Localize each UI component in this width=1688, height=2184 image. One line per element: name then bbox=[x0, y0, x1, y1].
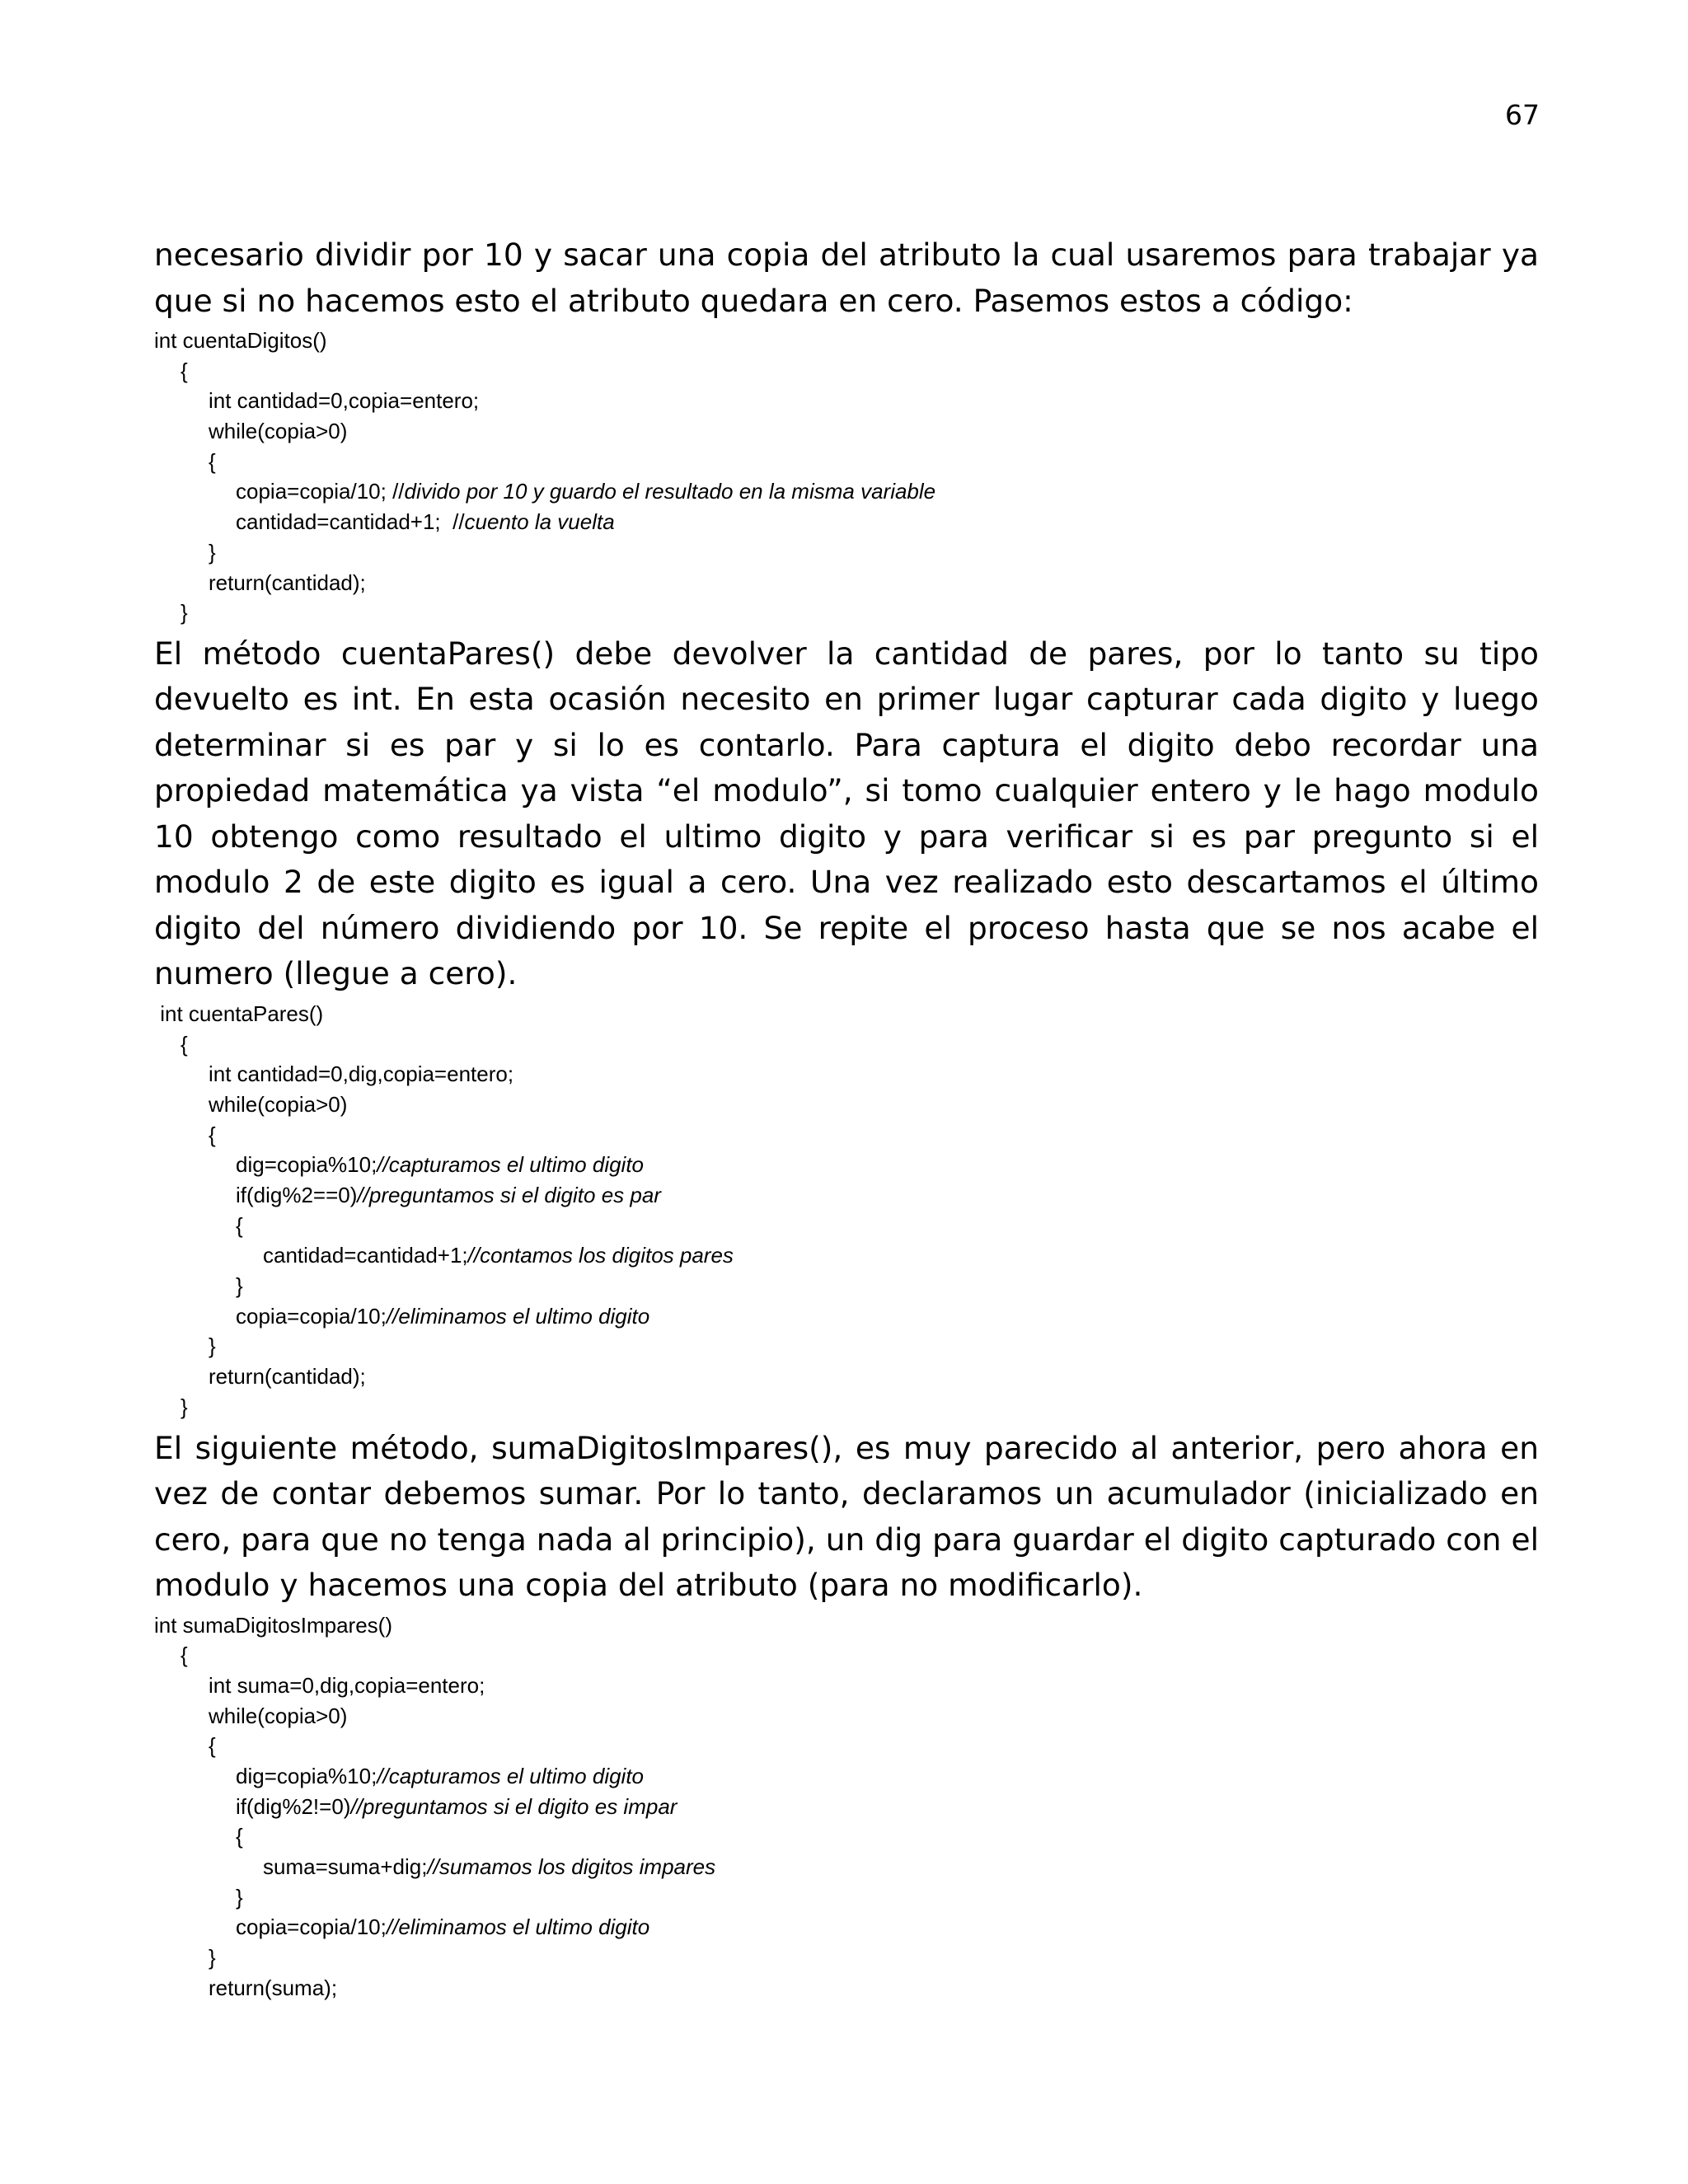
code-comment: //sumamos los digitos impares bbox=[427, 1854, 716, 1879]
code-block-cuenta-digitos bbox=[154, 326, 1539, 628]
code-comment: //eliminamos el ultimo digito bbox=[386, 1303, 650, 1329]
code-text: { bbox=[236, 1212, 243, 1238]
code-line bbox=[154, 1973, 1539, 2004]
code-text: } bbox=[236, 1884, 243, 1910]
code-line bbox=[154, 1090, 1539, 1120]
code-line bbox=[154, 1331, 1539, 1361]
code-text: while(copia>0) bbox=[209, 1091, 348, 1117]
code-comment: //capturamos el ultimo digito bbox=[377, 1152, 645, 1178]
code-text: { bbox=[209, 1122, 216, 1147]
code-line bbox=[154, 356, 1539, 387]
code-line bbox=[154, 1731, 1539, 1761]
code-line bbox=[154, 1271, 1539, 1301]
code-comment: divido por 10 y guardo el resultado en la misma variable bbox=[404, 479, 936, 504]
code-line bbox=[154, 1671, 1539, 1701]
code-text: { bbox=[209, 1733, 216, 1759]
code-line bbox=[154, 1610, 1539, 1641]
code-line bbox=[154, 537, 1539, 568]
code-text: { bbox=[181, 358, 188, 383]
paragraph-intro: necesario dividir por 10 y sacar una copia del atributo la cual usaremos para trabajar ya que si no hacemos esto el atributo quedara en cero. Pasemos estos a código: bbox=[154, 237, 1539, 319]
code-line bbox=[154, 1120, 1539, 1151]
code-line bbox=[154, 1180, 1539, 1211]
code-text: while(copia>0) bbox=[209, 1703, 348, 1728]
code-comment: //preguntamos si el digito es impar bbox=[350, 1793, 678, 1819]
code-comment: //eliminamos el ultimo digito bbox=[386, 1915, 650, 1940]
code-line bbox=[154, 1821, 1539, 1852]
paragraph-suma-impares: El siguiente método, sumaDigitosImpares(), es muy parecido al anterior, pero ahora en vez de contar debemos sumar. Por lo tanto, declaramos un acumulador (inicializado en cero, para que no tenga nada al principio), un dig para guardar el digito capturado con el modulo y hacemos una copia del atributo (para no modificarlo). bbox=[154, 1429, 1539, 1603]
code-text: int cantidad=0,copia=entero; bbox=[209, 388, 480, 414]
code-text: int suma=0,dig,copia=entero; bbox=[209, 1672, 485, 1698]
code-comment: //preguntamos si el digito es par bbox=[357, 1183, 661, 1207]
code-line bbox=[154, 507, 1539, 537]
code-line bbox=[154, 999, 1539, 1029]
code-text: int cuentaDigitos() bbox=[154, 328, 327, 353]
code-line bbox=[154, 1240, 1539, 1271]
code-text: copia=copia/10; bbox=[236, 1915, 387, 1940]
code-line bbox=[154, 447, 1539, 477]
code-text: cantidad=cantidad+1; bbox=[263, 1243, 468, 1268]
code-line bbox=[154, 1912, 1539, 1943]
code-text: } bbox=[181, 1394, 188, 1419]
code-line bbox=[154, 326, 1539, 356]
code-text: return(cantidad); bbox=[209, 569, 366, 595]
code-text: copia=copia/10; // bbox=[236, 479, 405, 504]
code-text: } bbox=[209, 1333, 216, 1359]
code-line bbox=[154, 1211, 1539, 1241]
code-line bbox=[154, 1882, 1539, 1913]
page-number: 67 bbox=[1505, 99, 1540, 131]
code-comment: //contamos los digitos pares bbox=[467, 1243, 734, 1268]
code-line bbox=[154, 1150, 1539, 1180]
code-line bbox=[154, 416, 1539, 447]
paragraph-cuenta-pares: El método cuentaPares() debe devolver la cantidad de pares, por lo tanto su tipo devuelto es int. En esta ocasión necesito en primer lugar capturar cada digito y luego determinar si es par y si lo es contarlo. Para captura el digito debo recordar una propiedad matemática ya vista “el modulo”, si tomo cualquier entero y le hago modulo 10 obtengo como resultado el ultimo digito y para verificar si es par pregunto si el modulo 2 de este digito es igual a cero. Una vez realizado esto descartamos el último digito del número dividiendo por 10. Se repite el proceso hasta que se nos acabe el numero (llegue a cero). bbox=[154, 635, 1539, 992]
code-text: { bbox=[236, 1824, 243, 1849]
code-text: int sumaDigitosImpares() bbox=[154, 1612, 392, 1638]
code-block-suma-digitos-impares bbox=[154, 1610, 1539, 2004]
code-text: copia=copia/10; bbox=[236, 1303, 387, 1329]
code-text: } bbox=[236, 1273, 243, 1299]
code-text: return(cantidad); bbox=[209, 1364, 366, 1390]
code-text: } bbox=[181, 600, 188, 626]
code-text: { bbox=[181, 1031, 188, 1057]
code-line bbox=[154, 598, 1539, 628]
code-line bbox=[154, 1792, 1539, 1822]
code-text: while(copia>0) bbox=[209, 419, 348, 444]
code-line bbox=[154, 1392, 1539, 1422]
code-line bbox=[154, 1301, 1539, 1332]
code-comment: //capturamos el ultimo digito bbox=[377, 1763, 645, 1788]
code-text: return(suma); bbox=[209, 1975, 338, 2000]
code-comment: cuento la vuelta bbox=[464, 509, 615, 535]
code-text: if(dig%2!=0) bbox=[236, 1793, 351, 1819]
code-line bbox=[154, 386, 1539, 416]
code-text: } bbox=[209, 1945, 216, 1971]
code-text: dig=copia%10; bbox=[236, 1763, 377, 1788]
page-content bbox=[154, 232, 1539, 2006]
code-text: dig=copia%10; bbox=[236, 1152, 377, 1178]
code-text: if(dig%2==0) bbox=[236, 1183, 358, 1207]
code-line bbox=[154, 1059, 1539, 1090]
code-line bbox=[154, 1852, 1539, 1882]
code-text: int cantidad=0,dig,copia=entero; bbox=[209, 1062, 514, 1087]
code-text: } bbox=[209, 539, 216, 565]
code-line bbox=[154, 1640, 1539, 1671]
code-text: int cuentaPares() bbox=[154, 1001, 324, 1026]
code-block-cuenta-pares bbox=[154, 999, 1539, 1422]
code-line bbox=[154, 1761, 1539, 1792]
code-line bbox=[154, 1701, 1539, 1732]
code-text: suma=suma+dig; bbox=[263, 1854, 428, 1879]
code-line bbox=[154, 1029, 1539, 1060]
code-line bbox=[154, 568, 1539, 598]
code-line bbox=[154, 476, 1539, 507]
code-line bbox=[154, 1943, 1539, 1973]
code-text: { bbox=[209, 448, 216, 474]
code-text: { bbox=[181, 1643, 188, 1668]
code-text: cantidad=cantidad+1; // bbox=[236, 509, 465, 535]
code-line bbox=[154, 1361, 1539, 1392]
